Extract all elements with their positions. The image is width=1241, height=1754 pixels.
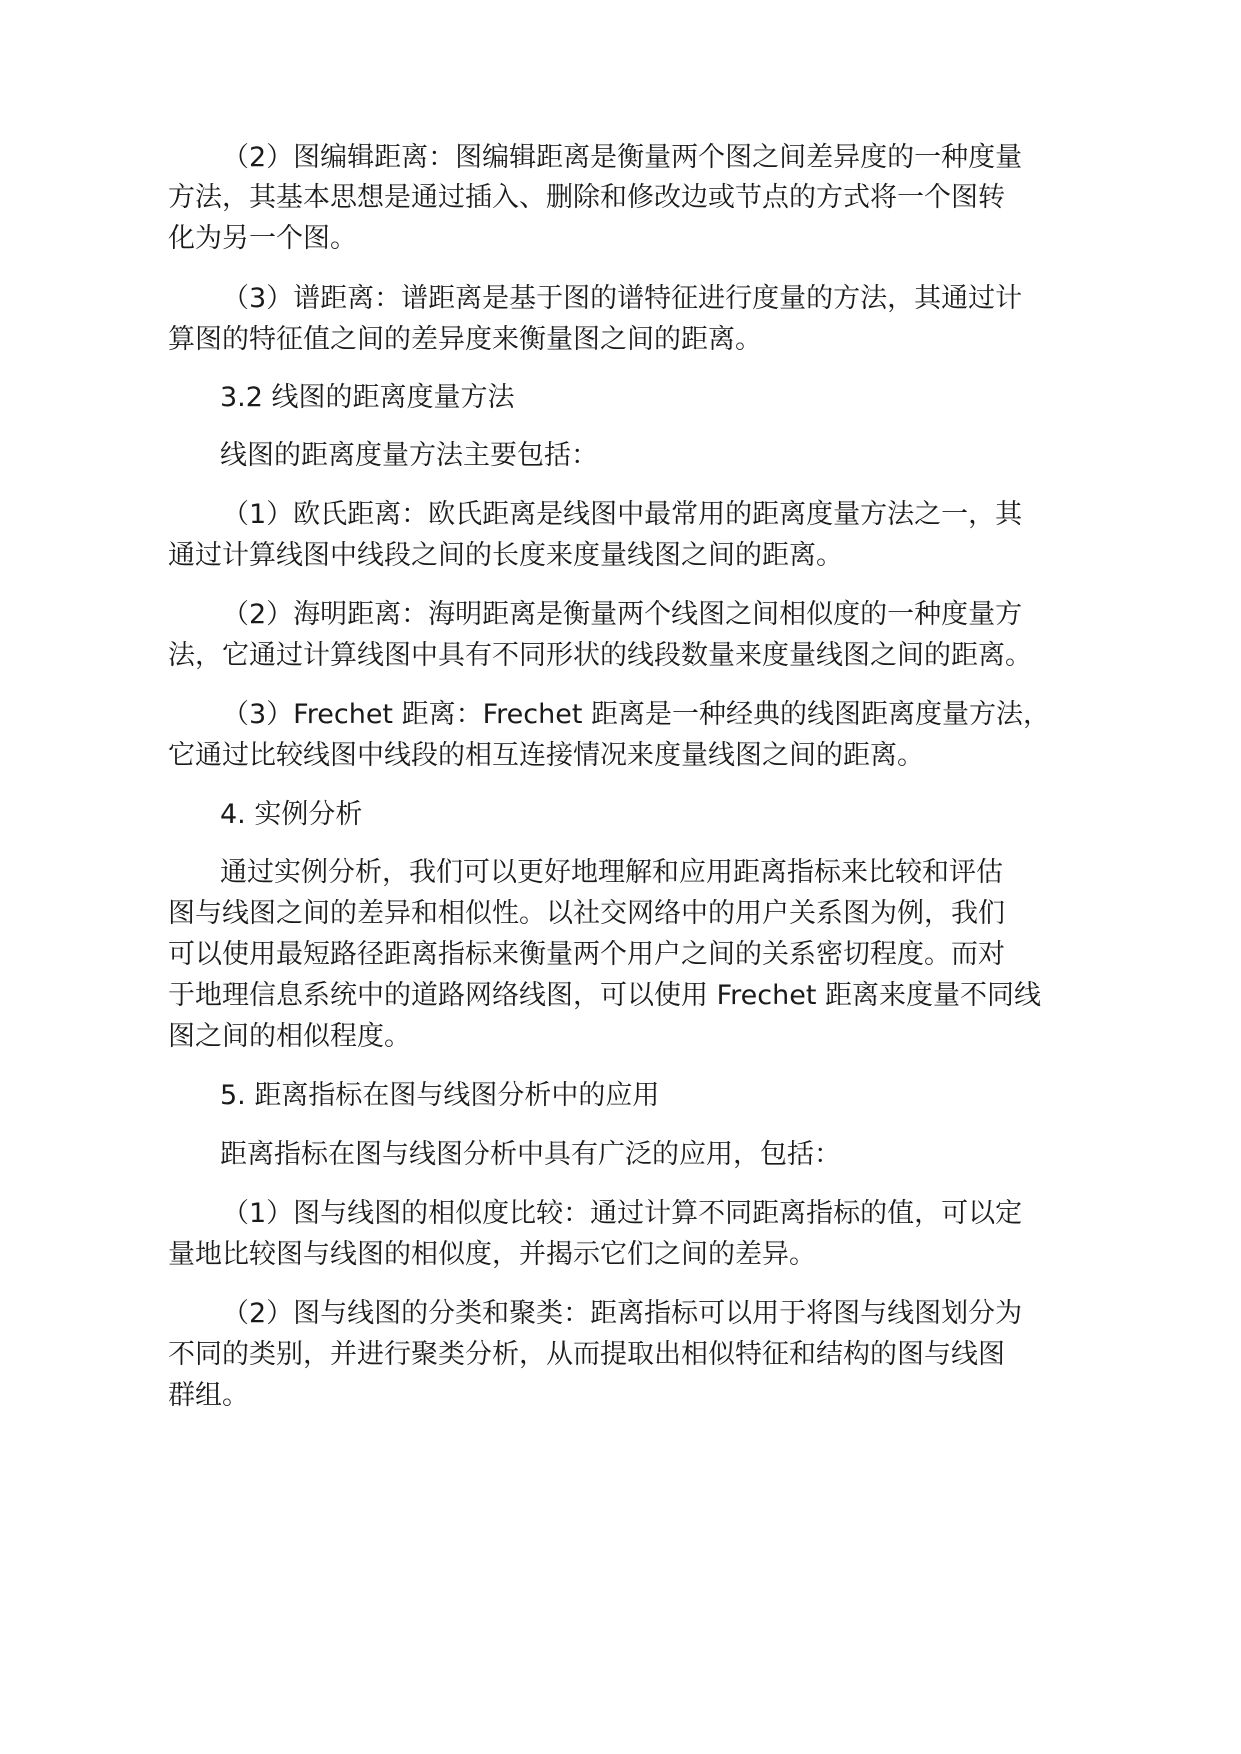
section-heading: 5. 距离指标在图与线图分析中的应用 — [220, 1080, 660, 1111]
text-line: 不同的类别，并进行聚类分析，从而提取出相似特征和结构的图与线图 — [168, 1339, 1005, 1370]
text-line: （2）图与线图的分类和聚类：距离指标可以用于将图与线图划分为 — [222, 1298, 1023, 1329]
text-line: 距离指标在图与线图分析中具有广泛的应用，包括： — [220, 1139, 841, 1170]
text-line: 群组。 — [168, 1380, 249, 1411]
text-line: 法，它通过计算线图中具有不同形状的线段数量来度量线图之间的距离。 — [168, 640, 1032, 671]
text-line: 线图的距离度量方法主要包括： — [220, 440, 598, 471]
text-line: 通过计算线图中线段之间的长度来度量线图之间的距离。 — [168, 540, 843, 571]
text-line: 可以使用最短路径距离指标来衡量两个用户之间的关系密切程度。而对 — [168, 939, 1005, 970]
text-line: 通过实例分析，我们可以更好地理解和应用距离指标来比较和评估 — [220, 857, 1003, 888]
text-line: 化为另一个图。 — [168, 223, 357, 254]
section-heading: 4. 实例分析 — [220, 799, 363, 830]
text-line: 于地理信息系统中的道路网络线图，可以使用 Frechet 距离来度量不同线 — [168, 980, 1042, 1011]
text-line: 方法，其基本思想是通过插入、删除和修改边或节点的方式将一个图转 — [168, 182, 1005, 213]
text-line: （1）图与线图的相似度比较：通过计算不同距离指标的值，可以定 — [222, 1198, 1023, 1229]
section-heading: 3.2 线图的距离度量方法 — [220, 382, 515, 413]
text-line: （1）欧氏距离：欧氏距离是线图中最常用的距离度量方法之一，其 — [222, 499, 1023, 530]
text-line: 量地比较图与线图的相似度，并揭示它们之间的差异。 — [168, 1239, 816, 1270]
text-line: 算图的特征值之间的差异度来衡量图之间的距离。 — [168, 324, 762, 355]
text-line: （2）海明距离：海明距离是衡量两个线图之间相似度的一种度量方 — [222, 599, 1023, 630]
text-line: （3）谱距离：谱距离是基于图的谱特征进行度量的方法，其通过计 — [222, 283, 1023, 314]
text-line: （3）Frechet 距离：Frechet 距离是一种经典的线图距离度量方法， — [222, 699, 1051, 730]
text-line: 图与线图之间的差异和相似性。以社交网络中的用户关系图为例，我们 — [168, 898, 1005, 929]
text-line: 图之间的相似程度。 — [168, 1021, 411, 1052]
text-line: 它通过比较线图中线段的相互连接情况来度量线图之间的距离。 — [168, 740, 924, 771]
text-line: （2）图编辑距离：图编辑距离是衡量两个图之间差异度的一种度量 — [222, 142, 1023, 173]
